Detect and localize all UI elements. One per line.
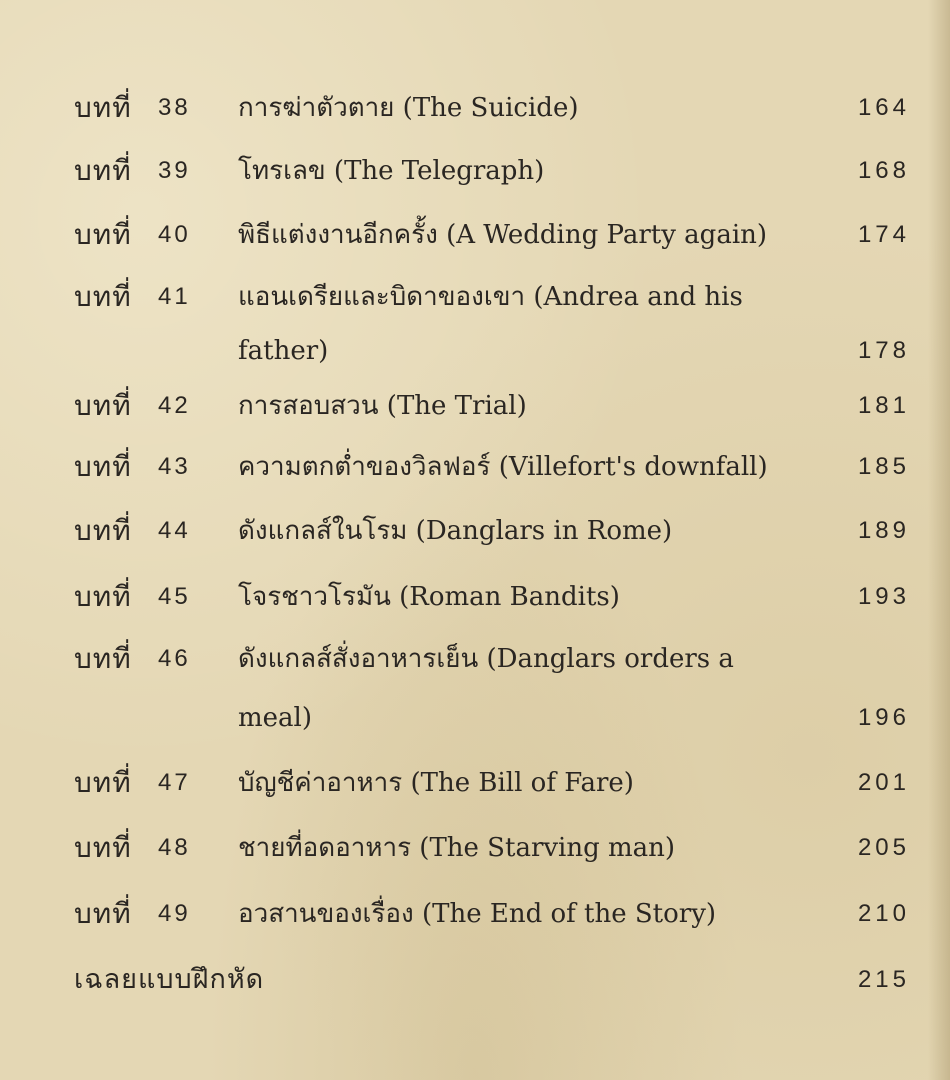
- chapter-title: โจรชาวโรมัน (Roman Bandits): [238, 582, 620, 612]
- chapter-number: 42: [158, 392, 191, 419]
- page-number: 193: [857, 583, 910, 610]
- toc-entry-39: [0, 143, 950, 199]
- chapter-label: บทที่: [74, 897, 132, 930]
- page-number: 164: [857, 94, 910, 121]
- toc-entry-45: [0, 569, 950, 625]
- chapter-label: บทที่: [74, 642, 132, 675]
- chapter-label: บทที่: [74, 389, 132, 422]
- page-number: 168: [857, 157, 910, 184]
- chapter-label: บทที่: [74, 766, 132, 799]
- toc-entry-44: [0, 503, 950, 559]
- page-number: 210: [857, 900, 910, 927]
- chapter-number: 44: [158, 517, 191, 544]
- chapter-title: การฆ่าตัวตาย (The Suicide): [238, 93, 579, 123]
- toc-entry-43: [0, 439, 950, 495]
- chapter-title: โทรเลข (The Telegraph): [238, 156, 545, 186]
- chapter-number: 49: [158, 900, 191, 927]
- toc-entry-40: [0, 207, 950, 263]
- page-number: 174: [857, 221, 910, 248]
- chapter-title: บัญชีค่าอาหาร (The Bill of Fare): [238, 768, 634, 798]
- chapter-title: ชายที่อดอาหาร (The Starving man): [238, 833, 676, 863]
- chapter-title: การสอบสวน (The Trial): [238, 391, 527, 421]
- chapter-number: 40: [158, 221, 191, 248]
- chapter-label: บทที่: [74, 580, 132, 613]
- chapter-number: 38: [158, 94, 191, 121]
- page-number: 215: [857, 966, 910, 993]
- chapter-title: ดังแกลส์ในโรม (Danglars in Rome): [238, 516, 673, 546]
- chapter-label: บทที่: [74, 514, 132, 547]
- chapter-title: ดังแกลส์สั่งอาหารเย็น (Danglars orders a: [238, 644, 734, 674]
- chapter-title: แอนเดรียและบิดาของเขา (Andrea and his: [238, 282, 743, 312]
- chapter-title: อวสานของเรื่อง (The End of the Story): [238, 899, 717, 929]
- chapter-number: 45: [158, 583, 191, 610]
- toc-entry-46-continued: [0, 690, 950, 746]
- page-number: 189: [857, 517, 910, 544]
- toc-entry-49: [0, 886, 950, 942]
- toc-entry-48: [0, 820, 950, 876]
- chapter-label: บทที่: [74, 831, 132, 864]
- page-number: 185: [857, 453, 910, 480]
- chapter-label: บทที่: [74, 450, 132, 483]
- chapter-title: ความตกต่ำของวิลฟอร์ (Villefort's downfall): [238, 452, 768, 482]
- chapter-label: บทที่: [74, 218, 132, 251]
- toc-entry-46: [0, 631, 950, 687]
- chapter-number: 47: [158, 769, 191, 796]
- toc-entry-41-continued: [0, 323, 950, 379]
- toc-entry-42: [0, 378, 950, 434]
- page-number: 196: [857, 704, 910, 731]
- answers-label: เฉลยแบบฝึกหัด: [74, 964, 265, 995]
- chapter-number: 41: [158, 283, 191, 310]
- chapter-number: 46: [158, 645, 191, 672]
- toc-entry-38: [0, 80, 950, 136]
- chapter-number: 48: [158, 834, 191, 861]
- chapter-title-continued: father): [238, 336, 329, 366]
- toc-entry-41: [0, 269, 950, 325]
- chapter-number: 39: [158, 157, 191, 184]
- chapter-number: 43: [158, 453, 191, 480]
- toc-entry-47: [0, 755, 950, 811]
- chapter-label: บทที่: [74, 280, 132, 313]
- page-number: 178: [857, 337, 910, 364]
- page-number: 181: [857, 392, 910, 419]
- chapter-title-continued: meal): [238, 703, 313, 733]
- toc-entry-answers: [0, 952, 950, 1008]
- page-number: 201: [857, 769, 910, 796]
- page-number: 205: [857, 834, 910, 861]
- chapter-title: พิธีแต่งงานอีกครั้ง (A Wedding Party again): [238, 220, 768, 250]
- chapter-label: บทที่: [74, 154, 132, 187]
- chapter-label: บทที่: [74, 91, 132, 124]
